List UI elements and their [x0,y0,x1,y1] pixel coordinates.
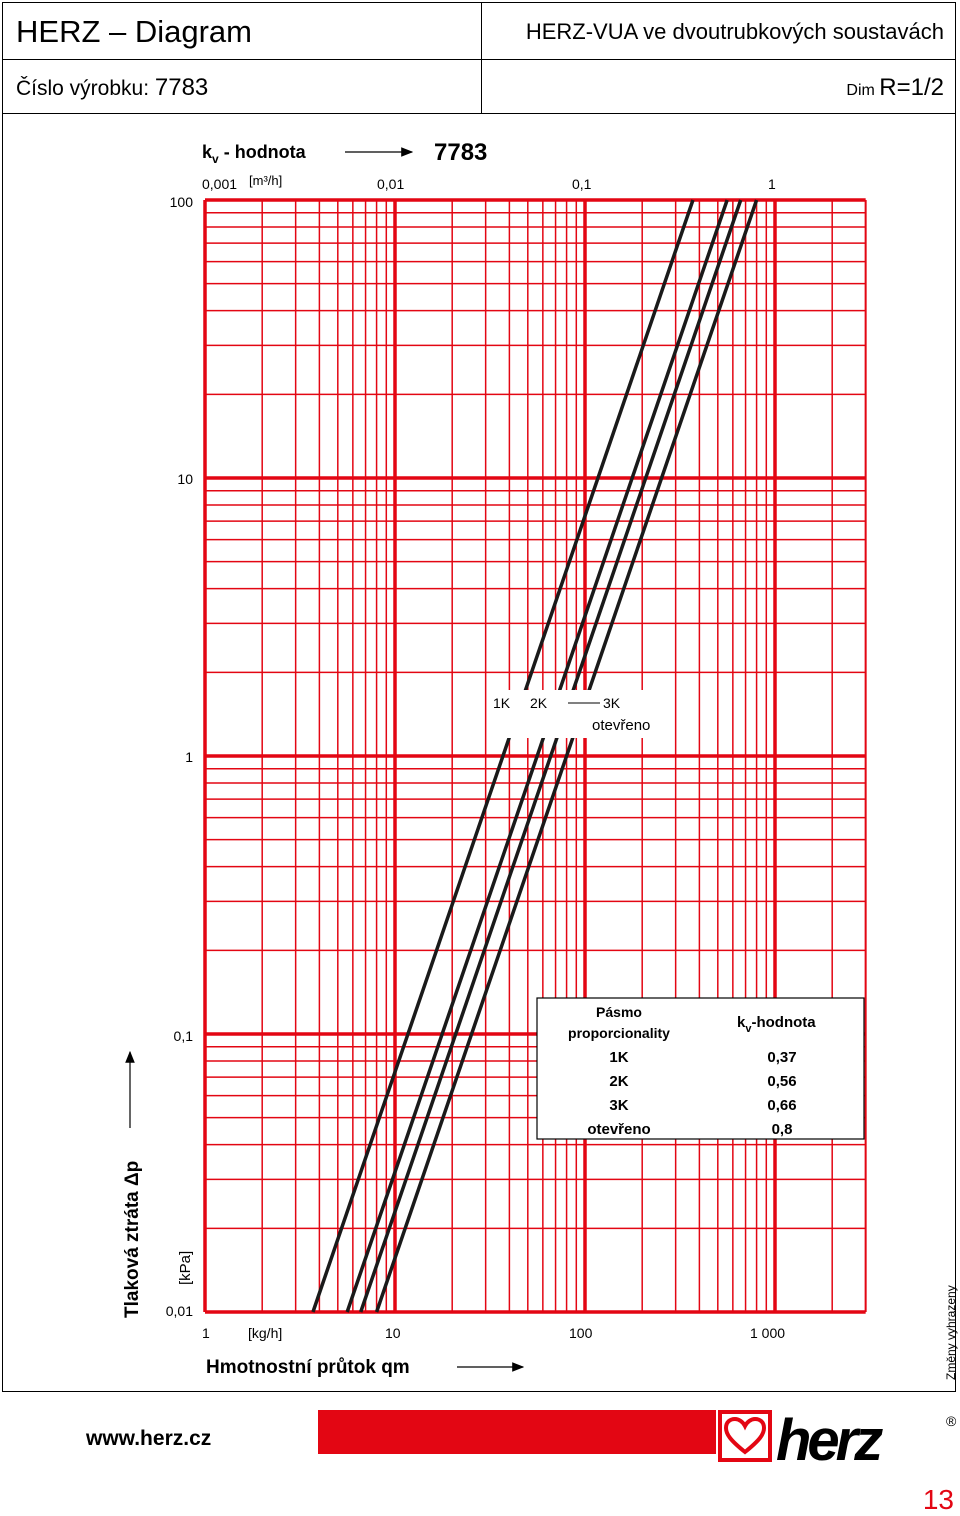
brand-wordmark: herz [776,1408,880,1466]
kv-table-value: 0,66 [767,1097,797,1114]
dim-label: Dim [846,82,875,99]
heart-icon [726,1419,764,1452]
kv-table-value: 0,8 [771,1121,793,1138]
kv-table-header-line2: proporcionality [568,1025,670,1041]
x-tick-label: 1 [202,1325,210,1341]
y-tick-label: 100 [169,194,193,210]
y-axis-title: Tlaková ztráta Δp [122,1160,143,1318]
product-number: 7783 [154,74,209,101]
kv-table-band: 1K [609,1049,629,1066]
series-label-1k: 1K [493,695,511,711]
kv-table-band: 3K [609,1097,629,1114]
series-label-open: otevřeno [592,717,651,734]
page-title: HERZ – Diagram [16,14,252,49]
kv-table-value: 0,56 [767,1073,797,1090]
y-tick-label: 10 [177,471,193,487]
kv-unit-label: [m³/h] [249,173,283,188]
website-link[interactable]: www.herz.cz [86,1427,212,1450]
kv-tick-label: 1 [768,176,776,192]
kv-tick-label: 0,01 [377,176,405,192]
kv-table-value: 0,37 [767,1049,797,1066]
kv-table-band: otevřeno [587,1121,651,1138]
dim-value: R=1/2 [879,74,944,101]
kv-axis-title: $k_v$ - hodnota [202,142,306,166]
kv-table-header-kv: $k_v$-hodnota [737,1014,816,1035]
kv-tick-label: 0,001 [202,176,238,192]
x-tick-label: 100 [569,1325,593,1341]
herz-logo [716,1406,960,1466]
page-subtitle: HERZ-VUA ve dvoutrubkových soustavách [525,19,944,44]
kv-table-header-line1: Pásmo [596,1004,642,1020]
y-tick-label: 1 [185,749,193,765]
brand-bar [318,1410,716,1454]
changes-reserved-note: Změny vyhrazeny [944,1285,958,1380]
kv-axis-product: 7783 [434,139,488,166]
series-label-2k: 2K [530,695,548,711]
kv-table [537,998,864,1139]
x-unit-label: [kg/h] [248,1325,283,1341]
y-unit-label: [kPa] [177,1250,194,1285]
y-tick-label: 0,01 [165,1303,193,1319]
y-tick-label: 0,1 [173,1028,193,1044]
x-axis-title: Hmotnostní průtok qm [206,1357,410,1378]
series-label-3k: 3K [603,695,621,711]
x-tick-label: 10 [385,1325,401,1341]
registered-mark: ® [946,1413,957,1429]
kv-tick-label: 0,1 [572,176,592,192]
kv-table-band: 2K [609,1073,629,1090]
x-tick-label: 1 000 [750,1325,786,1341]
product-label: Číslo výrobku: [16,77,150,100]
series-labels [488,690,668,738]
page-number: 13 [922,1484,954,1515]
